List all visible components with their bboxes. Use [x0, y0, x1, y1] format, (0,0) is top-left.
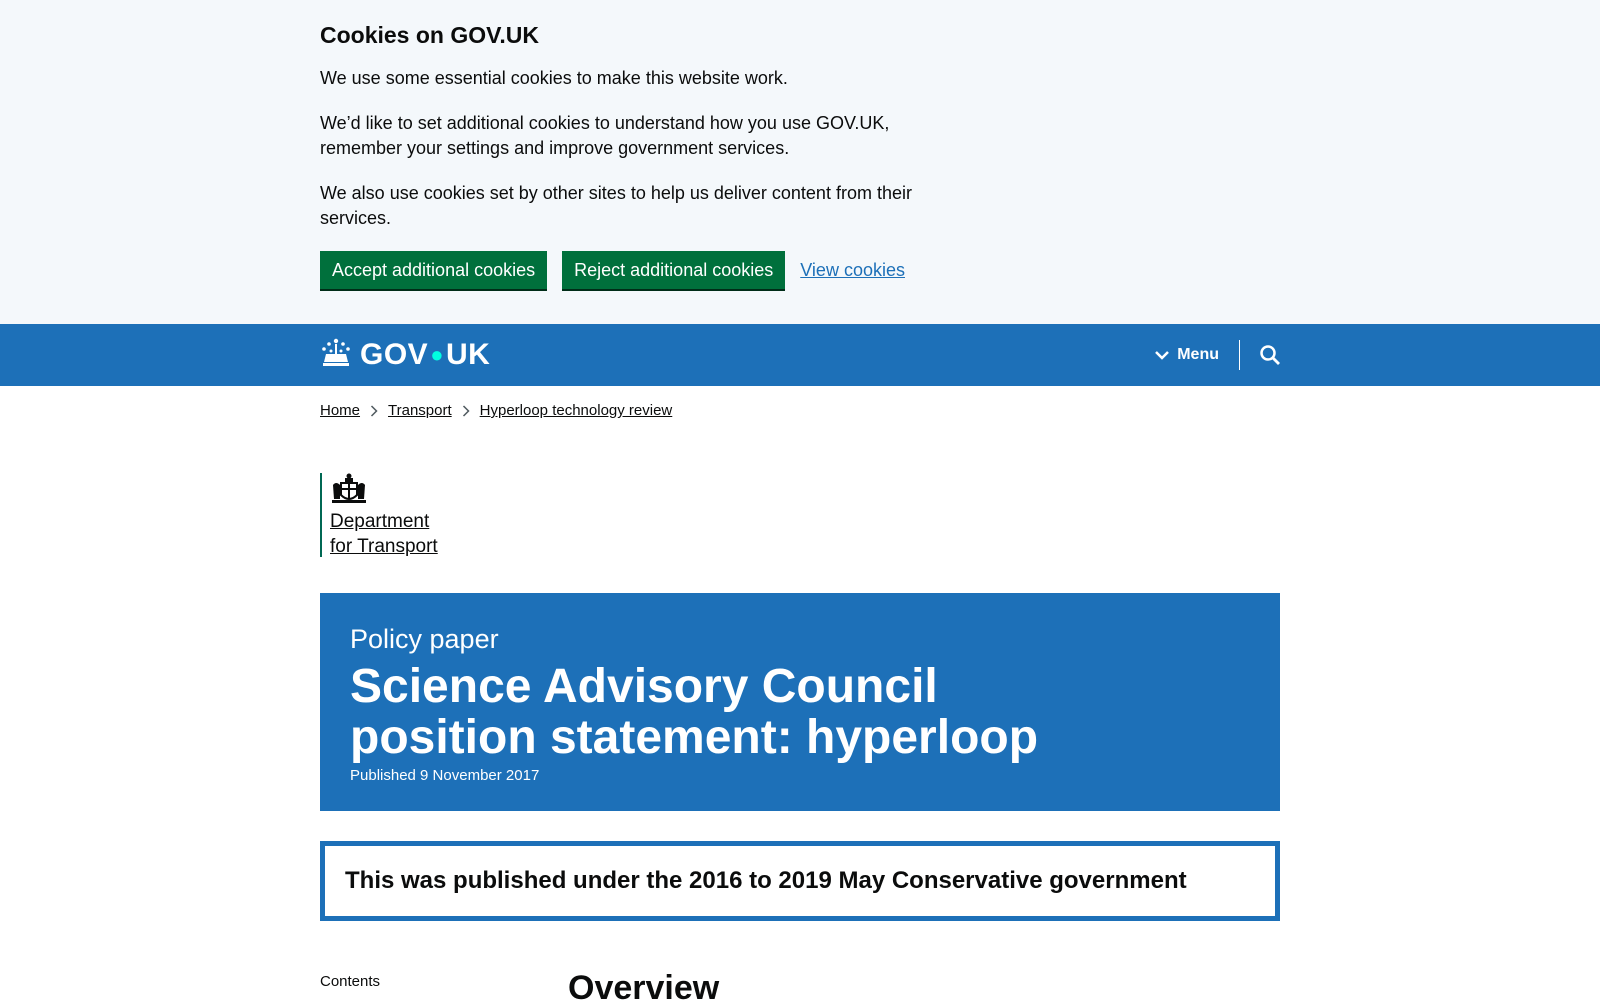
title-block [320, 593, 1280, 811]
breadcrumb-transport[interactable]: Transport [388, 402, 452, 419]
site-header [0, 324, 1600, 386]
contents-label: Contents [320, 973, 381, 990]
view-cookies-link[interactable]: View cookies [800, 259, 905, 280]
content-area [320, 969, 1280, 1000]
organisation-link[interactable] [330, 509, 460, 559]
organisation-logo [320, 473, 460, 557]
royal-crest-icon [330, 473, 460, 507]
cookie-banner-text-2: We’d like to set additional cookies to understand how you use GOV.UK, remember your settings and improve government services. [320, 113, 890, 158]
govuk-logo-link[interactable] [320, 338, 490, 373]
reject-cookies-button[interactable]: Reject additional cookies [562, 251, 785, 289]
crown-icon [320, 338, 352, 373]
breadcrumb-hyperloop-review[interactable]: Hyperloop technology review [479, 402, 673, 419]
cookie-actions [320, 251, 1280, 289]
accept-cookies-button[interactable]: Accept additional cookies [320, 251, 547, 289]
search-button[interactable] [1240, 340, 1280, 370]
breadcrumb-home[interactable]: Home [320, 402, 361, 419]
section-heading-overview: Overview [568, 969, 720, 1000]
organisation-name-line2: for Transport [330, 536, 438, 557]
chevron-down-icon [1155, 350, 1169, 360]
breadcrumb [320, 402, 1280, 419]
chevron-right-icon [370, 405, 378, 417]
govuk-logo-text: GOV●UK [360, 338, 491, 371]
page-title: Science Advisory Council position statement: hyperloop [350, 660, 1039, 764]
menu-label: Menu [1177, 346, 1219, 363]
cookie-banner-heading: Cookies on GOV.UK [320, 22, 539, 48]
cookie-banner-text-3: We also use cookies set by other sites to help us deliver content from their services. [320, 183, 912, 228]
published-date: Published 9 November 2017 [350, 767, 540, 784]
chevron-right-icon [462, 405, 470, 417]
history-notice [320, 841, 1280, 921]
organisation-name-line1: Department [330, 511, 430, 532]
history-notice-text: This was published under the 2016 to 2019 May Conservative government [345, 867, 1187, 894]
search-icon [1260, 345, 1280, 365]
cookie-banner [0, 0, 1600, 324]
header-actions [1155, 324, 1280, 386]
cookie-banner-text-1: We use some essential cookies to make this website work. [320, 68, 788, 88]
document-type: Policy paper [350, 624, 499, 654]
menu-button[interactable] [1155, 340, 1240, 370]
